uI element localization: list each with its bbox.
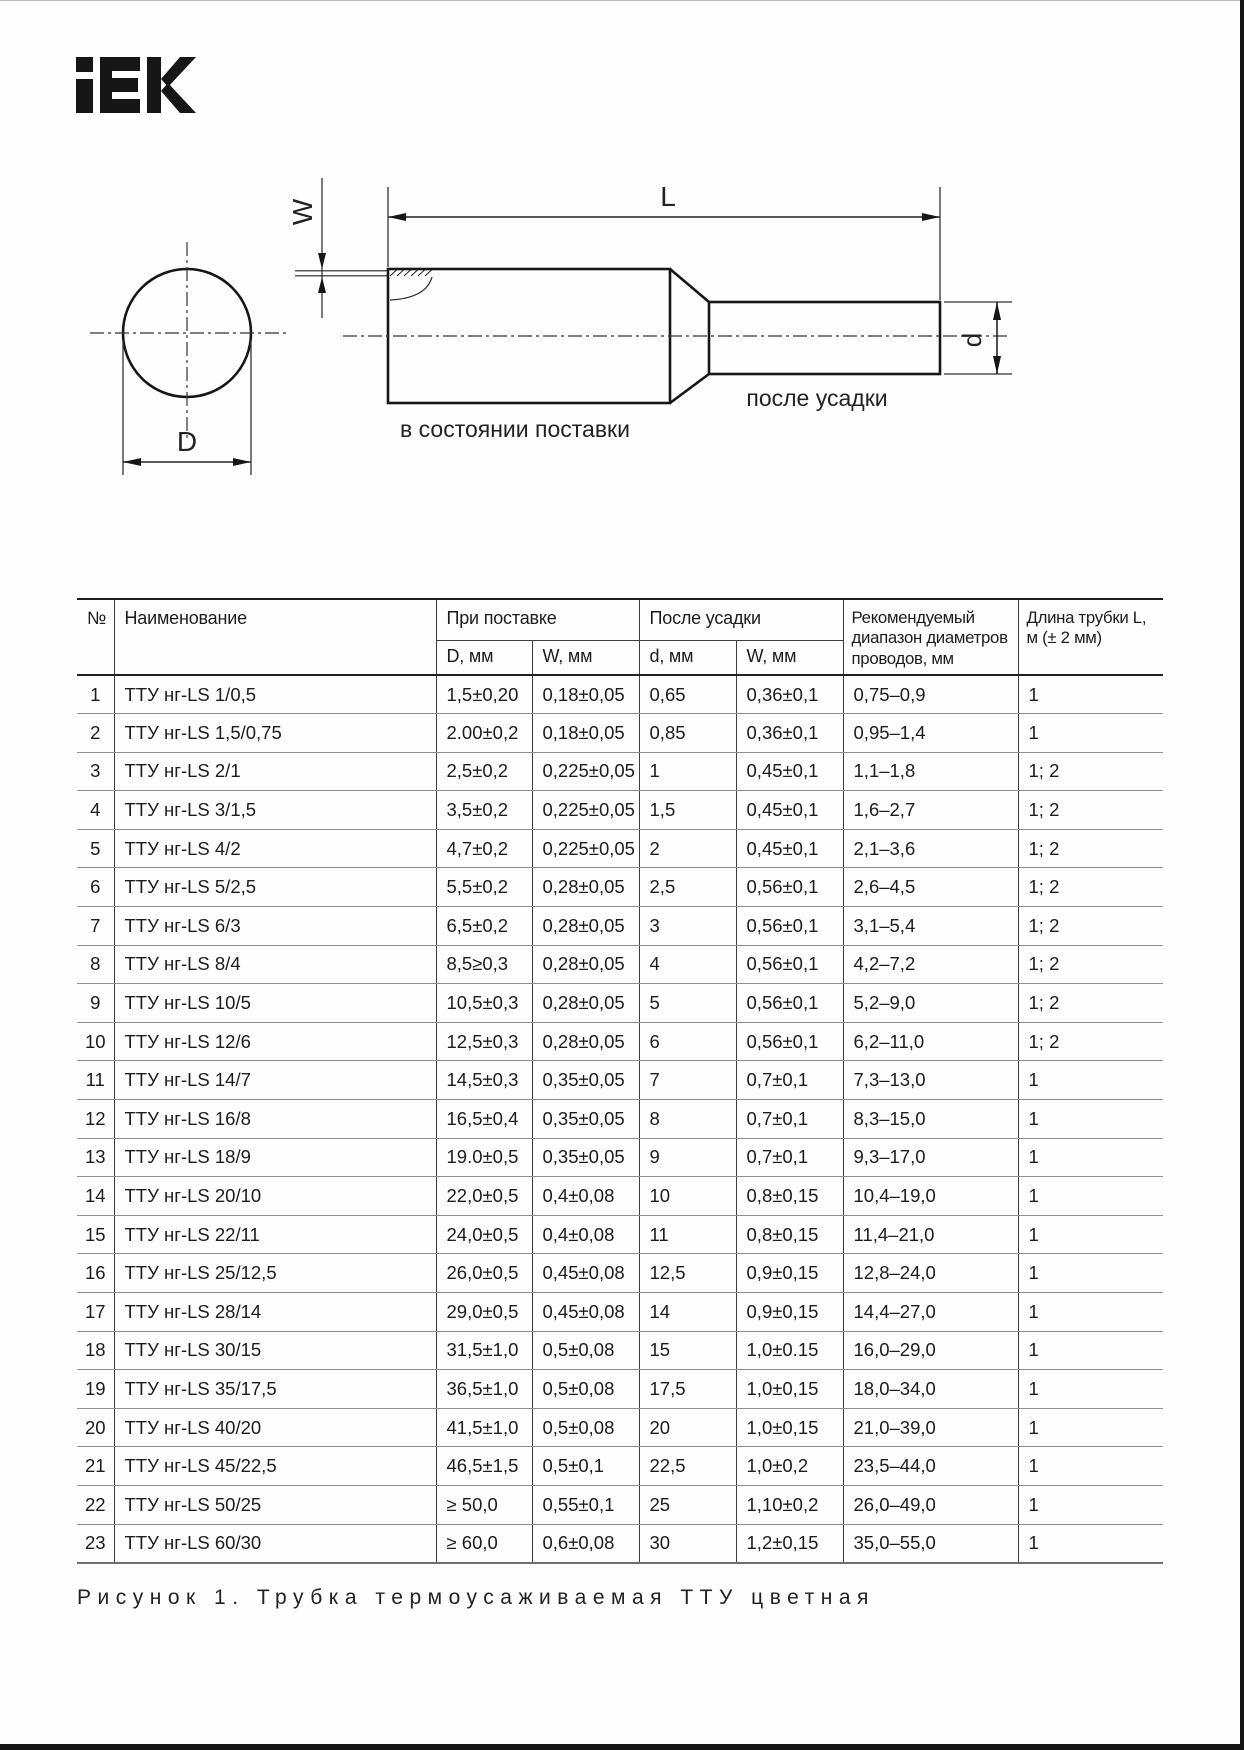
table-cell: 0,18±0,05: [532, 714, 639, 753]
header-supplied: При поставке: [436, 599, 639, 640]
table-cell: 19.0±0,5: [436, 1138, 532, 1177]
iek-logo-icon: [76, 57, 196, 118]
table-cell: 16: [77, 1254, 114, 1293]
table-cell: 1,2±0,15: [736, 1524, 843, 1563]
table-cell: ТТУ нг-LS 28/14: [114, 1293, 436, 1332]
table-cell: 11: [77, 1061, 114, 1100]
table-row: [77, 1331, 1163, 1370]
table-cell: 16,0–29,0: [843, 1331, 1018, 1370]
table-cell: 14,4–27,0: [843, 1293, 1018, 1332]
header-name: Наименование: [114, 599, 436, 675]
table-row: [77, 907, 1163, 946]
table-cell: 2: [639, 829, 736, 868]
table-cell: ТТУ нг-LS 30/15: [114, 1331, 436, 1370]
table-cell: 0,56±0,1: [736, 984, 843, 1023]
table-cell: 0,225±0,05: [532, 791, 639, 830]
table-cell: 0,28±0,05: [532, 907, 639, 946]
dim-label-D: D: [176, 426, 198, 457]
table-cell: ТТУ нг-LS 3/1,5: [114, 791, 436, 830]
table-cell: ТТУ нг-LS 14/7: [114, 1061, 436, 1100]
table-cell: 24,0±0,5: [436, 1215, 532, 1254]
table-cell: 1: [1018, 1485, 1163, 1524]
table-cell: 1,6–2,7: [843, 791, 1018, 830]
table-cell: 1: [1018, 1370, 1163, 1409]
table-cell: ТТУ нг-LS 25/12,5: [114, 1254, 436, 1293]
table-row: [77, 1138, 1163, 1177]
table-cell: 1: [1018, 1177, 1163, 1216]
spec-table: [77, 598, 1163, 1564]
table-cell: ТТУ нг-LS 16/8: [114, 1100, 436, 1139]
table-cell: 0,28±0,05: [532, 984, 639, 1023]
table-cell: 0,9±0,15: [736, 1254, 843, 1293]
table-cell: 1; 2: [1018, 907, 1163, 946]
table-cell: 46,5±1,5: [436, 1447, 532, 1486]
table-cell: 7: [77, 907, 114, 946]
table-cell: 8,5≥0,3: [436, 945, 532, 984]
table-cell: ТТУ нг-LS 20/10: [114, 1177, 436, 1216]
arrowhead: [388, 213, 406, 221]
table-cell: 1,0±0,2: [736, 1447, 843, 1486]
table-cell: 9,3–17,0: [843, 1138, 1018, 1177]
table-row: [77, 791, 1163, 830]
table-cell: 0,28±0,05: [532, 945, 639, 984]
table-cell: 5: [77, 829, 114, 868]
table-cell: 26,0±0,5: [436, 1254, 532, 1293]
page-edge-bottom: [0, 1744, 1244, 1750]
table-cell: 0,85: [639, 714, 736, 753]
label-supplied-state: в состоянии поставки: [400, 416, 630, 442]
table-cell: 0,45±0,1: [736, 752, 843, 791]
table-cell: 9: [639, 1138, 736, 1177]
table-cell: 0,7±0,1: [736, 1138, 843, 1177]
table-row: [77, 714, 1163, 753]
table-cell: 8: [639, 1100, 736, 1139]
subheader-W-mm-1: W, мм: [532, 640, 639, 675]
arrowhead: [233, 458, 251, 466]
table-cell: 0,35±0,05: [532, 1061, 639, 1100]
table-cell: 1,1–1,8: [843, 752, 1018, 791]
spec-table-header: [77, 599, 1163, 675]
table-cell: 0,35±0,05: [532, 1100, 639, 1139]
subheader-D-mm: D, мм: [436, 640, 532, 675]
table-cell: 15: [77, 1215, 114, 1254]
table-cell: 0,45±0,1: [736, 829, 843, 868]
table-row: [77, 945, 1163, 984]
table-row: [77, 984, 1163, 1023]
table-row: [77, 752, 1163, 791]
table-row: [77, 1447, 1163, 1486]
table-cell: 15: [639, 1331, 736, 1370]
label-shrunk-state: после усадки: [746, 385, 888, 411]
table-cell: 1,0±0.15: [736, 1331, 843, 1370]
table-row: [77, 1177, 1163, 1216]
table-cell: 0,4±0,08: [532, 1215, 639, 1254]
table-cell: ТТУ нг-LS 22/11: [114, 1215, 436, 1254]
table-cell: 2,1–3,6: [843, 829, 1018, 868]
table-row: [77, 1215, 1163, 1254]
dim-label-small-d: d: [957, 332, 987, 348]
table-cell: 11,4–21,0: [843, 1215, 1018, 1254]
dim-label-W: W: [287, 198, 318, 226]
table-cell: ТТУ нг-LS 60/30: [114, 1524, 436, 1563]
table-row: [77, 1370, 1163, 1409]
header-wire-range: Рекомендуемый диапазон диаметров проводов, мм: [843, 599, 1018, 675]
table-cell: 21,0–39,0: [843, 1408, 1018, 1447]
table-cell: 0,225±0,05: [532, 829, 639, 868]
table-row: [77, 1022, 1163, 1061]
table-cell: 22,5: [639, 1447, 736, 1486]
table-cell: 5: [639, 984, 736, 1023]
table-cell: 2,5: [639, 868, 736, 907]
table-cell: 1,0±0,15: [736, 1370, 843, 1409]
arrowhead: [318, 277, 326, 293]
table-cell: 2,5±0,2: [436, 752, 532, 791]
table-cell: 0,56±0,1: [736, 907, 843, 946]
cutaway-curve: [390, 277, 432, 300]
table-cell: 2,6–4,5: [843, 868, 1018, 907]
table-cell: 21: [77, 1447, 114, 1486]
table-cell: 6: [77, 868, 114, 907]
arrowhead: [922, 213, 940, 221]
table-cell: ТТУ нг-LS 18/9: [114, 1138, 436, 1177]
figure-caption: Рисунок 1. Трубка термоусаживаемая ТТУ цветная: [77, 1586, 875, 1609]
table-cell: 7: [639, 1061, 736, 1100]
table-cell: 12: [77, 1100, 114, 1139]
table-cell: 1: [1018, 1408, 1163, 1447]
table-cell: 35,0–55,0: [843, 1524, 1018, 1563]
table-cell: 1: [1018, 1331, 1163, 1370]
taper-line-bottom: [670, 374, 709, 403]
table-cell: 0,5±0,1: [532, 1447, 639, 1486]
header-tube-length: Длина трубки L, м (± 2 мм): [1018, 599, 1163, 675]
table-cell: 9: [77, 984, 114, 1023]
table-cell: 18,0–34,0: [843, 1370, 1018, 1409]
table-cell: 2.00±0,2: [436, 714, 532, 753]
table-cell: ТТУ нг-LS 8/4: [114, 945, 436, 984]
table-cell: 20: [639, 1408, 736, 1447]
table-cell: 31,5±1,0: [436, 1331, 532, 1370]
table-cell: 0,6±0,08: [532, 1524, 639, 1563]
table-cell: 1: [1018, 1215, 1163, 1254]
table-cell: 2: [77, 714, 114, 753]
table-cell: 0,7±0,1: [736, 1061, 843, 1100]
table-row: [77, 1485, 1163, 1524]
table-cell: 0,45±0,1: [736, 791, 843, 830]
section-hatching: [390, 270, 432, 277]
table-cell: 10: [639, 1177, 736, 1216]
table-cell: 0,5±0,08: [532, 1370, 639, 1409]
table-cell: 7,3–13,0: [843, 1061, 1018, 1100]
arrowhead: [123, 458, 141, 466]
table-cell: 41,5±1,0: [436, 1408, 532, 1447]
table-cell: ТТУ нг-LS 40/20: [114, 1408, 436, 1447]
table-cell: 1; 2: [1018, 868, 1163, 907]
table-cell: 4,7±0,2: [436, 829, 532, 868]
table-cell: 10,4–19,0: [843, 1177, 1018, 1216]
table-cell: 1: [1018, 1061, 1163, 1100]
table-cell: 8: [77, 945, 114, 984]
table-cell: 14: [77, 1177, 114, 1216]
table-cell: ТТУ нг-LS 10/5: [114, 984, 436, 1023]
table-cell: 0,36±0,1: [736, 714, 843, 753]
table-cell: 0,28±0,05: [532, 868, 639, 907]
table-cell: 0,95–1,4: [843, 714, 1018, 753]
table-cell: 12,5: [639, 1254, 736, 1293]
table-cell: 1,5±0,20: [436, 675, 532, 714]
table-cell: 0,56±0,1: [736, 945, 843, 984]
table-cell: 1; 2: [1018, 945, 1163, 984]
table-cell: 0,8±0,15: [736, 1215, 843, 1254]
table-row: [77, 1100, 1163, 1139]
table-row: [77, 829, 1163, 868]
table-cell: ТТУ нг-LS 4/2: [114, 829, 436, 868]
table-cell: 1; 2: [1018, 752, 1163, 791]
table-cell: 0,9±0,15: [736, 1293, 843, 1332]
subheader-W-mm-2: W, мм: [736, 640, 843, 675]
table-row: [77, 1524, 1163, 1563]
table-cell: 16,5±0,4: [436, 1100, 532, 1139]
table-cell: 0,75–0,9: [843, 675, 1018, 714]
table-cell: 0,5±0,08: [532, 1331, 639, 1370]
tube-shrunk-outline: [709, 302, 940, 374]
table-cell: 17,5: [639, 1370, 736, 1409]
table-cell: 1: [1018, 675, 1163, 714]
table-cell: 25: [639, 1485, 736, 1524]
table-cell: ТТУ нг-LS 45/22,5: [114, 1447, 436, 1486]
table-cell: 0,55±0,1: [532, 1485, 639, 1524]
table-cell: 3,5±0,2: [436, 791, 532, 830]
table-cell: 0,35±0,05: [532, 1138, 639, 1177]
table-cell: 0,18±0,05: [532, 675, 639, 714]
table-cell: 20: [77, 1408, 114, 1447]
table-cell: ТТУ нг-LS 12/6: [114, 1022, 436, 1061]
table-cell: 29,0±0,5: [436, 1293, 532, 1332]
table-cell: ≥ 60,0: [436, 1524, 532, 1563]
table-cell: 5,5±0,2: [436, 868, 532, 907]
arrowhead: [993, 356, 1001, 374]
spec-table-body: [77, 675, 1163, 1563]
page-edge-top: [0, 0, 1244, 1]
arrowhead: [993, 302, 1001, 320]
table-cell: 1: [1018, 1447, 1163, 1486]
table-cell: 0,7±0,1: [736, 1100, 843, 1139]
table-cell: 0,5±0,08: [532, 1408, 639, 1447]
table-cell: 13: [77, 1138, 114, 1177]
table-cell: 22: [77, 1485, 114, 1524]
table-cell: ТТУ нг-LS 1/0,5: [114, 675, 436, 714]
table-cell: 23: [77, 1524, 114, 1563]
table-cell: 1: [1018, 1138, 1163, 1177]
table-cell: 18: [77, 1331, 114, 1370]
table-cell: 1: [1018, 1524, 1163, 1563]
table-cell: 1: [1018, 1293, 1163, 1332]
table-cell: 0,45±0,08: [532, 1254, 639, 1293]
table-cell: 6,2–11,0: [843, 1022, 1018, 1061]
dim-label-L: L: [660, 181, 676, 212]
table-cell: 26,0–49,0: [843, 1485, 1018, 1524]
table-cell: 10: [77, 1022, 114, 1061]
table-cell: 1: [1018, 1100, 1163, 1139]
table-cell: 1; 2: [1018, 1022, 1163, 1061]
table-cell: 1; 2: [1018, 984, 1163, 1023]
table-cell: 0,56±0,1: [736, 868, 843, 907]
table-cell: 1,0±0,15: [736, 1408, 843, 1447]
table-cell: 10,5±0,3: [436, 984, 532, 1023]
table-cell: 4: [639, 945, 736, 984]
table-cell: ТТУ нг-LS 6/3: [114, 907, 436, 946]
table-cell: 30: [639, 1524, 736, 1563]
table-cell: 8,3–15,0: [843, 1100, 1018, 1139]
table-row: [77, 675, 1163, 714]
table-cell: 1; 2: [1018, 829, 1163, 868]
table-cell: ТТУ нг-LS 5/2,5: [114, 868, 436, 907]
heat-shrink-tube-diagram: [60, 150, 1020, 485]
table-cell: 14: [639, 1293, 736, 1332]
table-cell: 1,10±0,2: [736, 1485, 843, 1524]
table-cell: 12,5±0,3: [436, 1022, 532, 1061]
table-cell: ≥ 50,0: [436, 1485, 532, 1524]
header-after-shrink: После усадки: [639, 599, 843, 640]
table-cell: 3,1–5,4: [843, 907, 1018, 946]
table-cell: 19: [77, 1370, 114, 1409]
header-num: №: [77, 599, 114, 675]
table-cell: 6: [639, 1022, 736, 1061]
table-cell: 14,5±0,3: [436, 1061, 532, 1100]
table-row: [77, 1254, 1163, 1293]
table-row: [77, 1061, 1163, 1100]
table-cell: 0,45±0,08: [532, 1293, 639, 1332]
table-cell: 12,8–24,0: [843, 1254, 1018, 1293]
table-cell: 0,28±0,05: [532, 1022, 639, 1061]
table-cell: 1,5: [639, 791, 736, 830]
table-cell: 4: [77, 791, 114, 830]
table-cell: 17: [77, 1293, 114, 1332]
table-cell: 22,0±0,5: [436, 1177, 532, 1216]
taper-line-top: [670, 269, 709, 302]
table-cell: 1: [77, 675, 114, 714]
table-cell: 1: [639, 752, 736, 791]
table-cell: 1: [1018, 1254, 1163, 1293]
table-cell: ТТУ нг-LS 35/17,5: [114, 1370, 436, 1409]
page-edge-right: [1240, 0, 1244, 1750]
table-cell: ТТУ нг-LS 50/25: [114, 1485, 436, 1524]
table-cell: ТТУ нг-LS 2/1: [114, 752, 436, 791]
table-cell: 1; 2: [1018, 791, 1163, 830]
table-cell: 11: [639, 1215, 736, 1254]
table-cell: 36,5±1,0: [436, 1370, 532, 1409]
table-cell: 3: [77, 752, 114, 791]
table-cell: 5,2–9,0: [843, 984, 1018, 1023]
table-row: [77, 868, 1163, 907]
table-cell: 23,5–44,0: [843, 1447, 1018, 1486]
iek-logo-svg: [76, 57, 196, 113]
table-cell: 0,65: [639, 675, 736, 714]
table-row: [77, 1293, 1163, 1332]
table-cell: 0,56±0,1: [736, 1022, 843, 1061]
table-cell: 0,8±0,15: [736, 1177, 843, 1216]
table-cell: 0,225±0,05: [532, 752, 639, 791]
table-row: [77, 1408, 1163, 1447]
table-cell: 1: [1018, 714, 1163, 753]
table-cell: ТТУ нг-LS 1,5/0,75: [114, 714, 436, 753]
table-cell: 4,2–7,2: [843, 945, 1018, 984]
table-cell: 3: [639, 907, 736, 946]
arrowhead: [318, 253, 326, 269]
table-cell: 6,5±0,2: [436, 907, 532, 946]
table-cell: 0,4±0,08: [532, 1177, 639, 1216]
table-cell: 0,36±0,1: [736, 675, 843, 714]
subheader-d-mm: d, мм: [639, 640, 736, 675]
